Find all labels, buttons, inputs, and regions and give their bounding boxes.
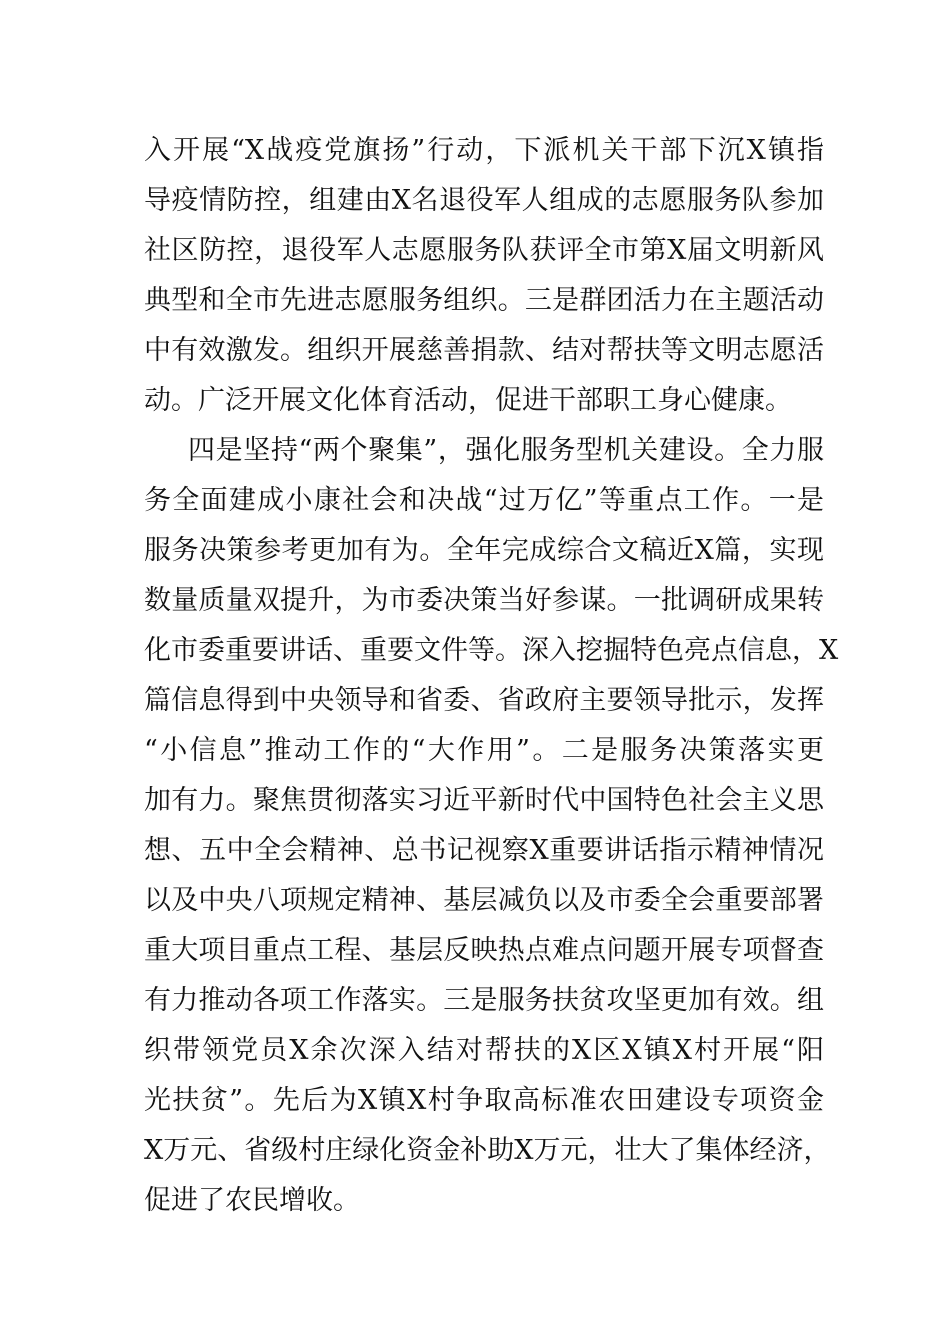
text-line: 篇信息得到中央领导和省委、省政府主要领导批示，发挥 [144, 685, 824, 716]
paragraph-start-line: 四是坚持“两个聚集”，强化服务型机关建设。全力服 [188, 435, 824, 466]
text-line: “小信息”推动工作的“大作用”。二是服务决策落实更 [144, 735, 824, 766]
text-line: 动。广泛开展文化体育活动，促进干部职工身心健康。 [144, 385, 792, 416]
text-line: 化市委重要讲话、重要文件等。深入挖掘特色亮点信息，X [144, 635, 839, 666]
text-line: 促进了农民增收。 [144, 1185, 360, 1216]
text-line: 加有力。聚焦贯彻落实习近平新时代中国特色社会主义思 [144, 785, 824, 816]
text-line: 光扶贫”。先后为X镇X村争取高标准农田建设专项资金 [144, 1085, 824, 1116]
text-line: 服务决策参考更加有为。全年完成综合文稿近X篇，实现 [144, 535, 824, 566]
text-line: 数量质量双提升，为市委决策当好参谋。一批调研成果转 [144, 585, 824, 616]
text-line: 入开展“X战疫党旗扬”行动，下派机关干部下沉X镇指 [144, 135, 824, 166]
text-line: 典型和全市先进志愿服务组织。三是群团活力在主题活动 [144, 285, 824, 316]
text-line: 导疫情防控，组建由X名退役军人组成的志愿服务队参加 [144, 185, 824, 216]
text-line: 重大项目重点工程、基层反映热点难点问题开展专项督查 [144, 935, 824, 966]
text-line: 想、五中全会精神、总书记视察X重要讲话指示精神情况 [144, 835, 824, 866]
text-line: 织带领党员X余次深入结对帮扶的X区X镇X村开展“阳 [144, 1035, 824, 1066]
text-line: 以及中央八项规定精神、基层减负以及市委全会重要部署 [144, 885, 824, 916]
text-line: 有力推动各项工作落实。三是服务扶贫攻坚更加有效。组 [144, 985, 824, 1016]
text-line: 务全面建成小康社会和决战“过万亿”等重点工作。一是 [144, 485, 824, 516]
text-line: 中有效激发。组织开展慈善捐款、结对帮扶等文明志愿活 [144, 335, 824, 366]
text-line: X万元、省级村庄绿化资金补助X万元，壮大了集体经济， [144, 1135, 831, 1166]
text-line: 社区防控，退役军人志愿服务队获评全市第X届文明新风 [144, 235, 824, 266]
document-body [144, 126, 839, 1226]
